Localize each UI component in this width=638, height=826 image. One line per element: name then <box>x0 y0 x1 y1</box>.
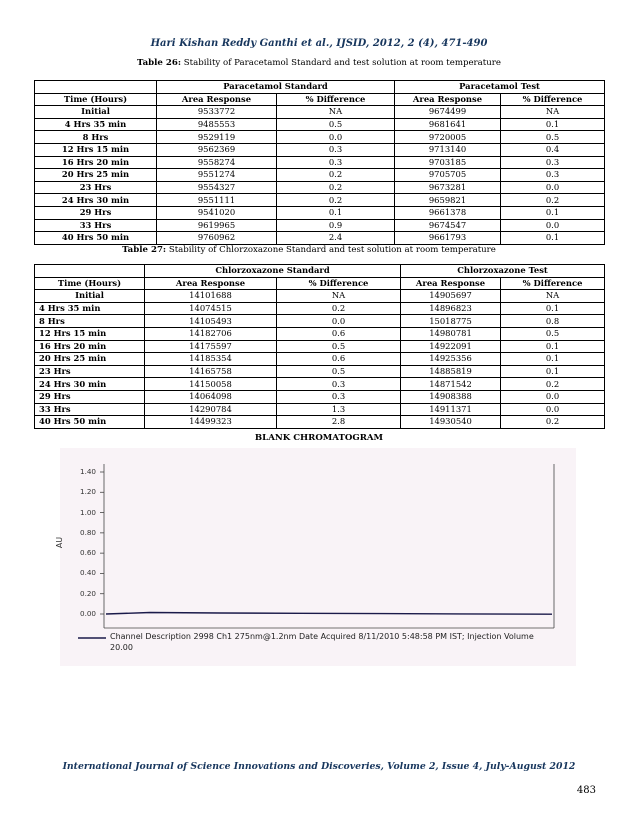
table-cell: 1.3 <box>277 403 401 416</box>
row-label-cell: Initial <box>35 106 157 119</box>
table-cell: 9713140 <box>395 143 501 156</box>
y-tick-label: 1.20 <box>80 487 97 497</box>
table26 <box>34 80 605 245</box>
table-row <box>35 290 605 303</box>
table-cell: 0.2 <box>277 302 401 315</box>
table-cell: 9541020 <box>157 206 277 219</box>
table-row <box>35 143 605 156</box>
table-row <box>35 390 605 403</box>
row-label-cell: 16 Hrs 20 min <box>35 156 157 169</box>
table26-caption-label: Table 26: <box>137 58 182 68</box>
table-cell: 9551111 <box>157 194 277 207</box>
table-cell: 2.8 <box>277 416 401 429</box>
table26-group-header-left: Paracetamol Standard <box>157 81 395 94</box>
table-cell: 9485553 <box>157 118 277 131</box>
table-cell: 0.2 <box>501 194 605 207</box>
table-cell: 9554327 <box>157 181 277 194</box>
table27-column-header: % Difference <box>501 277 605 290</box>
table-cell: 0.0 <box>501 403 605 416</box>
table-cell: 0.8 <box>501 315 605 328</box>
table-cell: 0.0 <box>501 390 605 403</box>
table-row <box>35 194 605 207</box>
row-label-cell: 24 Hrs 30 min <box>35 194 157 207</box>
table26-caption <box>0 58 638 68</box>
row-label-cell: 40 Hrs 50 min <box>35 232 157 245</box>
table-cell: NA <box>277 106 395 119</box>
table-cell: 9661793 <box>395 232 501 245</box>
table26-group-header-row <box>35 81 605 94</box>
table-cell: 14175597 <box>145 340 277 353</box>
table-cell: 14182706 <box>145 327 277 340</box>
table-row <box>35 106 605 119</box>
table-row <box>35 340 605 353</box>
table27-caption-text: Stability of Chlorzoxazone Standard and test solution at room temperature <box>166 245 496 255</box>
table-cell: 9720005 <box>395 131 501 144</box>
table-cell: 14930540 <box>401 416 501 429</box>
running-footer: International Journal of Science Innovations and Discoveries, Volume 2, Issue 4, July-August 2012 <box>62 761 576 772</box>
table-cell: 0.5 <box>277 118 395 131</box>
table26-group-header-right: Paracetamol Test <box>395 81 605 94</box>
y-tick-label: 0.60 <box>80 548 97 558</box>
table27-caption-label: Table 27: <box>122 245 167 255</box>
table-cell: 9703185 <box>395 156 501 169</box>
table-cell: 0.1 <box>501 340 605 353</box>
table-cell: 0.2 <box>277 194 395 207</box>
table27 <box>34 264 605 429</box>
table26-column-header-row <box>35 93 605 106</box>
y-tick-label: 1.00 <box>80 507 97 517</box>
table-cell: 0.2 <box>501 378 605 391</box>
table-cell: 0.5 <box>277 340 401 353</box>
table-cell: 9558274 <box>157 156 277 169</box>
row-label-cell: 4 Hrs 35 min <box>35 302 145 315</box>
table27-group-header-blank <box>35 265 145 278</box>
table-cell: 2.4 <box>277 232 395 245</box>
table-cell: 9619965 <box>157 219 277 232</box>
table-cell: 9661378 <box>395 206 501 219</box>
table-cell: 0.9 <box>277 219 395 232</box>
row-label-cell: 24 Hrs 30 min <box>35 378 145 391</box>
table-cell: 14064098 <box>145 390 277 403</box>
header-journal-ref: IJSID, 2012, 2 (4), 471-490 <box>336 38 488 49</box>
row-label-cell: 4 Hrs 35 min <box>35 118 157 131</box>
table-cell: 9674547 <box>395 219 501 232</box>
row-label-cell: 29 Hrs <box>35 390 145 403</box>
table-row <box>35 156 605 169</box>
table-cell: 14165758 <box>145 365 277 378</box>
y-tick-label: 1.40 <box>80 467 97 476</box>
row-label-cell: 33 Hrs <box>35 403 145 416</box>
table27-column-header: Time (Hours) <box>35 277 145 290</box>
table-cell: 14150058 <box>145 378 277 391</box>
table-row <box>35 131 605 144</box>
table-cell: 0.0 <box>277 315 401 328</box>
table-cell: 0.0 <box>501 181 605 194</box>
table-row <box>35 378 605 391</box>
table-cell: 14074515 <box>145 302 277 315</box>
y-tick-label: 0.40 <box>80 568 97 578</box>
table-cell: NA <box>501 106 605 119</box>
table-row <box>35 118 605 131</box>
table-row <box>35 353 605 366</box>
row-label-cell: 29 Hrs <box>35 206 157 219</box>
table27-column-header: Area Response <box>145 277 277 290</box>
table-cell: 0.3 <box>277 143 395 156</box>
table-cell: 0.5 <box>277 365 401 378</box>
table-cell: 9705705 <box>395 169 501 182</box>
table-cell: 0.2 <box>501 416 605 429</box>
table-cell: 14290784 <box>145 403 277 416</box>
table26-column-header: % Difference <box>501 93 605 106</box>
table-row <box>35 327 605 340</box>
table-cell: 0.5 <box>501 327 605 340</box>
table-cell: 0.6 <box>277 327 401 340</box>
row-label-cell: 23 Hrs <box>35 365 145 378</box>
chromatogram-ticks <box>100 472 104 614</box>
table-cell: NA <box>501 290 605 303</box>
page-number: 483 <box>576 785 596 796</box>
table-cell: 0.0 <box>501 219 605 232</box>
row-label-cell: 8 Hrs <box>35 315 145 328</box>
table26-column-header: % Difference <box>277 93 395 106</box>
table-row <box>35 315 605 328</box>
table-cell: 0.5 <box>501 131 605 144</box>
row-label-cell: Initial <box>35 290 145 303</box>
table-cell: 0.1 <box>501 353 605 366</box>
table27-column-header: Area Response <box>401 277 501 290</box>
table-cell: 0.1 <box>501 302 605 315</box>
header-authors: Hari Kishan Reddy Ganthi et al., <box>150 38 333 49</box>
table-cell: 14101688 <box>145 290 277 303</box>
table-cell: 9562369 <box>157 143 277 156</box>
table-cell: 0.2 <box>277 181 395 194</box>
table-cell: 14499323 <box>145 416 277 429</box>
table-cell: 0.6 <box>277 353 401 366</box>
row-label-cell: 8 Hrs <box>35 131 157 144</box>
table26-caption-text: Stability of Paracetamol Standard and test solution at room temperature <box>181 58 501 68</box>
table-cell: 14185354 <box>145 353 277 366</box>
table-cell: 9760962 <box>157 232 277 245</box>
table-cell: 0.3 <box>277 378 401 391</box>
table-row <box>35 365 605 378</box>
table27-body <box>35 265 605 429</box>
table-cell: 0.1 <box>277 206 395 219</box>
table-cell: 0.0 <box>277 131 395 144</box>
table-cell: 0.3 <box>277 156 395 169</box>
table-cell: 9674499 <box>395 106 501 119</box>
table-row <box>35 403 605 416</box>
blank-chromatogram-title: BLANK CHROMATOGRAM <box>254 433 384 443</box>
table-cell: 14871542 <box>401 378 501 391</box>
y-tick-label: 0.00 <box>80 609 97 618</box>
table26-group-header-blank <box>35 81 157 94</box>
table-cell: 14911371 <box>401 403 501 416</box>
table-row <box>35 181 605 194</box>
table-cell: 0.1 <box>501 206 605 219</box>
table-row <box>35 169 605 182</box>
table-cell: 0.3 <box>277 390 401 403</box>
table-cell: 9533772 <box>157 106 277 119</box>
table-cell: 0.4 <box>501 143 605 156</box>
table-cell: 0.3 <box>501 169 605 182</box>
table26-column-header: Area Response <box>395 93 501 106</box>
table-row <box>35 219 605 232</box>
row-label-cell: 23 Hrs <box>35 181 157 194</box>
table-cell: NA <box>277 290 401 303</box>
table-cell: 14885819 <box>401 365 501 378</box>
y-tick-label: 0.20 <box>80 588 97 598</box>
y-tick-label: 0.80 <box>80 527 97 537</box>
row-label-cell: 40 Hrs 50 min <box>35 416 145 429</box>
table26-column-header: Time (Hours) <box>35 93 157 106</box>
table-cell: 15018775 <box>401 315 501 328</box>
row-label-cell: 12 Hrs 15 min <box>35 327 145 340</box>
table-cell: 9659821 <box>395 194 501 207</box>
table-row <box>35 416 605 429</box>
table27-group-header-row <box>35 265 605 278</box>
table-cell: 0.1 <box>501 118 605 131</box>
table-cell: 0.3 <box>501 156 605 169</box>
table-row <box>35 232 605 245</box>
table26-column-header: Area Response <box>157 93 277 106</box>
table-cell: 9681641 <box>395 118 501 131</box>
table-cell: 14905697 <box>401 290 501 303</box>
row-label-cell: 16 Hrs 20 min <box>35 340 145 353</box>
chromatogram-y-axis-label: AU <box>55 536 65 549</box>
table-cell: 0.1 <box>501 232 605 245</box>
row-label-cell: 20 Hrs 25 min <box>35 169 157 182</box>
table-cell: 9529119 <box>157 131 277 144</box>
table-cell: 14105493 <box>145 315 277 328</box>
row-label-cell: 20 Hrs 25 min <box>35 353 145 366</box>
table26-body <box>35 81 605 245</box>
chromatogram-trace <box>106 613 552 615</box>
chromatogram-legend-line1: Channel Description 2998 Ch1 275nm@1.2nm Date Acquired 8/11/2010 5:48:58 PM IST; Injection Volume <box>110 632 534 641</box>
table27-group-header-right: Chlorzoxazone Test <box>401 265 605 278</box>
blank-chromatogram-image <box>55 448 576 666</box>
table-cell: 9551274 <box>157 169 277 182</box>
table-row <box>35 206 605 219</box>
chromatogram-legend-line2: 20.00 <box>110 643 133 652</box>
table-cell: 9673281 <box>395 181 501 194</box>
table-cell: 14980781 <box>401 327 501 340</box>
table27-column-header: % Difference <box>277 277 401 290</box>
table-cell: 0.2 <box>277 169 395 182</box>
row-label-cell: 33 Hrs <box>35 219 157 232</box>
running-header <box>0 38 638 49</box>
table-row <box>35 302 605 315</box>
table-cell: 14908388 <box>401 390 501 403</box>
table-cell: 0.1 <box>501 365 605 378</box>
row-label-cell: 12 Hrs 15 min <box>35 143 157 156</box>
table27-caption <box>0 245 628 255</box>
table-cell: 14922091 <box>401 340 501 353</box>
table27-group-header-left: Chlorzoxazone Standard <box>145 265 401 278</box>
table-cell: 14925356 <box>401 353 501 366</box>
table27-column-header-row <box>35 277 605 290</box>
table-cell: 14896823 <box>401 302 501 315</box>
